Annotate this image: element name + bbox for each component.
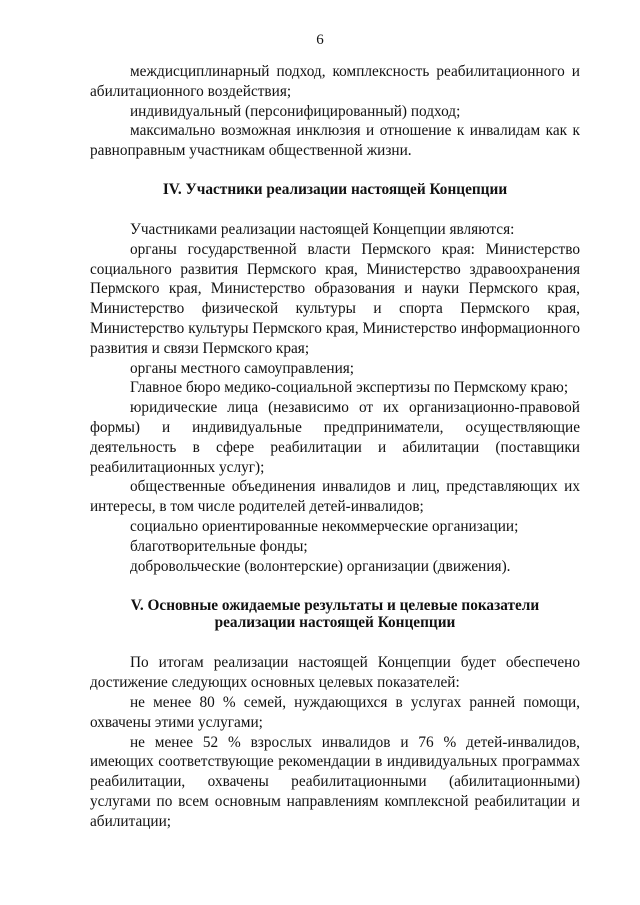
section-5-paragraph-3: не менее 52 % взрослых инвалидов и 76 % детей-инвалидов, имеющих соответствующие рекомендации в индивидуальных программах реабилитации, охвачены реабилитационными (абилитационными) услугами по всем основным направлениям комплексной реабилитации и абилитации;: [90, 733, 580, 830]
intro-paragraph-3: максимально возможная инклюзия и отношение к инвалидам как к равноправным участникам общественной жизни.: [90, 122, 580, 160]
intro-paragraph-1: междисциплинарный подход, комплексность реабилитационного и абилитационного воздействия;: [90, 63, 580, 100]
section-5-heading: [90, 597, 580, 631]
section-5-paragraph-1: По итогам реализации настоящей Концепции будет обеспечено достижение следующих основных целевых показателей:: [90, 654, 580, 692]
section-4-paragraph-6: общественные объединения инвалидов и лиц, представляющих их интересы, в том числе родителей детей-инвалидов;: [90, 478, 580, 516]
section-4-heading: IV. Участники реализации настоящей Концепции: [162, 180, 508, 198]
section-4-paragraph-2: органы государственной власти Пермского края: Министерство социального развития Пермского края, Министерство здравоохранения Пермского края, Министерство образования и науки Пермского края, Министерство физической культуры и спорта Пермского края, Министерство культуры Пермского края, Министерство информационного развития и связи Пермского края;: [90, 240, 580, 357]
section-4-paragraph-5: юридические лица (независимо от их организационно-правовой формы) и индивидуальные предприниматели, осуществляющие деятельность в сфере реабилитации и абилитации (поставщики реабилитационных услуг);: [90, 399, 580, 476]
document-body: [90, 62, 580, 832]
section-5-heading-line-1: V. Основные ожидаемые результаты и целевые показатели: [130, 597, 540, 615]
section-4-paragraph-7: социально ориентированные некоммерческие организации;: [130, 517, 519, 535]
page-number: 6: [316, 32, 324, 48]
section-4-paragraph-8: благотворительные фонды;: [130, 537, 308, 555]
section-4-paragraph-4: Главное бюро медико-социальной экспертизы по Пермскому краю;: [130, 379, 569, 397]
section-4-paragraph-9: добровольческие (волонтерские) организации (движения).: [130, 557, 511, 575]
intro-paragraph-2: индивидуальный (персонифицированный) подход;: [130, 102, 461, 120]
section-5-paragraph-2: не менее 80 % семей, нуждающихся в услугах ранней помощи, охвачены этими услугами;: [90, 693, 580, 731]
section-4-paragraph-1: Участниками реализации настоящей Концепции являются:: [130, 220, 515, 238]
section-4-paragraph-3: органы местного самоуправления;: [130, 359, 355, 377]
section-5-heading-line-2: реализации настоящей Концепции: [214, 614, 456, 632]
